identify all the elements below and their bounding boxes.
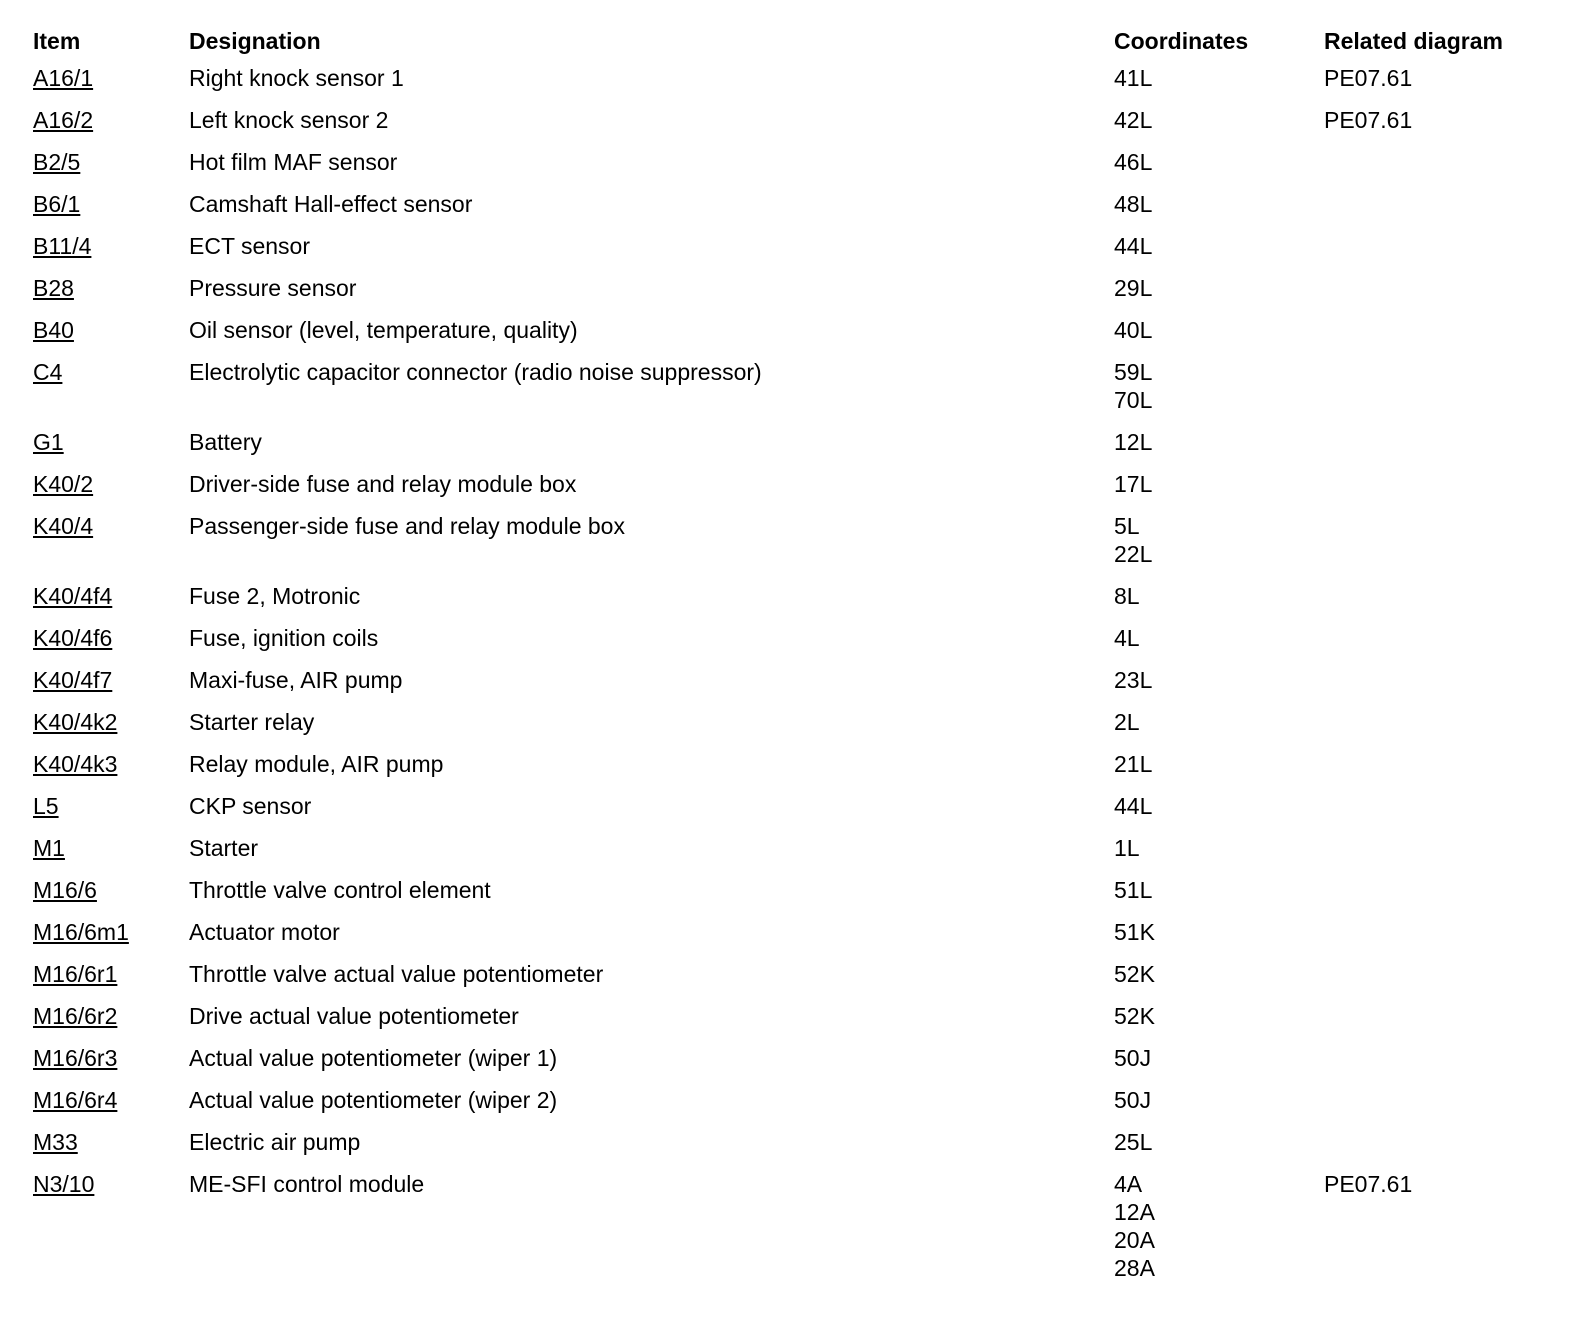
related-diagram-cell [1324, 226, 1563, 268]
table-row [33, 660, 1563, 702]
coordinate-value: 8L [1114, 583, 1140, 609]
legend-body [33, 58, 1563, 1290]
coordinate-value: 12L [1114, 429, 1153, 455]
item-column-header: Item [33, 28, 81, 54]
coordinates-cell [1114, 1122, 1324, 1164]
designation-cell: Electric air pump [189, 1129, 361, 1155]
table-row [33, 618, 1563, 660]
item-cell [33, 352, 189, 422]
coordinate-value: 46L [1114, 149, 1153, 175]
item-cell [33, 268, 189, 310]
item-cell [33, 310, 189, 352]
item-link[interactable]: L5 [33, 793, 59, 819]
coordinate-value: 23L [1114, 667, 1153, 693]
item-cell [33, 618, 189, 660]
coordinates-cell [1114, 996, 1324, 1038]
designation-cell: Driver-side fuse and relay module box [189, 471, 577, 497]
designation-cell: Throttle valve actual value potentiometer [189, 961, 604, 987]
item-link[interactable]: K40/4k2 [33, 709, 118, 735]
item-cell [33, 506, 189, 576]
item-cell [33, 58, 189, 100]
coordinates-column-header: Coordinates [1114, 28, 1249, 54]
related-diagram-cell [1324, 1080, 1563, 1122]
coordinate-value: 44L [1114, 793, 1153, 819]
designation-cell: Actual value potentiometer (wiper 2) [189, 1087, 558, 1113]
coordinates-cell [1114, 702, 1324, 744]
coordinate-value: 2L [1114, 709, 1140, 735]
coordinate-value: 51K [1114, 919, 1155, 945]
item-cell [33, 422, 189, 464]
coordinate-value: 50J [1114, 1087, 1152, 1113]
designation-cell: Fuse 2, Motronic [189, 583, 361, 609]
coordinate-value: 29L [1114, 275, 1153, 301]
designation-cell: Passenger-side fuse and relay module box [189, 513, 625, 539]
coordinates-cell [1114, 660, 1324, 702]
related-diagram-cell [1324, 310, 1563, 352]
designation-cell: Throttle valve control element [189, 877, 491, 903]
table-row [33, 870, 1563, 912]
table-row [33, 506, 1563, 576]
designation-cell: Starter relay [189, 709, 315, 735]
coordinates-cell [1114, 226, 1324, 268]
item-link[interactable]: B6/1 [33, 191, 81, 217]
item-cell [33, 100, 189, 142]
related-diagram-cell [1324, 576, 1563, 618]
header-row [33, 24, 1563, 58]
coordinate-value: 4L [1114, 625, 1140, 651]
coordinates-cell [1114, 184, 1324, 226]
related-diagram-cell [1324, 912, 1563, 954]
item-cell [33, 828, 189, 870]
item-link[interactable]: B28 [33, 275, 74, 301]
table-row [33, 226, 1563, 268]
designation-cell: ECT sensor [189, 233, 311, 259]
item-cell [33, 1164, 189, 1290]
related-diagram-cell [1324, 786, 1563, 828]
item-cell [33, 786, 189, 828]
table-row [33, 464, 1563, 506]
table-row [33, 100, 1563, 142]
table-row [33, 828, 1563, 870]
coordinates-cell [1114, 422, 1324, 464]
related-diagram-cell [1324, 996, 1563, 1038]
item-link[interactable]: M16/6r3 [33, 1045, 118, 1071]
item-link[interactable]: B11/4 [33, 233, 92, 259]
designation-cell: Maxi-fuse, AIR pump [189, 667, 403, 693]
item-cell [33, 744, 189, 786]
related-diagram-cell [1324, 660, 1563, 702]
related-diagram-cell [1324, 184, 1563, 226]
designation-cell: Pressure sensor [189, 275, 357, 301]
coordinates-cell [1114, 1164, 1324, 1290]
table-row [33, 954, 1563, 996]
item-cell [33, 464, 189, 506]
designation-cell: Fuse, ignition coils [189, 625, 379, 651]
item-link[interactable]: A16/2 [33, 107, 94, 133]
coordinates-cell [1114, 912, 1324, 954]
coordinate-value: 22L [1114, 541, 1153, 567]
table-row [33, 1122, 1563, 1164]
item-link[interactable]: M16/6r1 [33, 961, 118, 987]
coordinates-cell [1114, 828, 1324, 870]
designation-cell: Actual value potentiometer (wiper 1) [189, 1045, 558, 1071]
item-cell [33, 870, 189, 912]
table-row [33, 268, 1563, 310]
coordinate-value: 12A [1114, 1199, 1155, 1225]
coordinates-cell [1114, 464, 1324, 506]
coordinate-value: 52K [1114, 961, 1155, 987]
coordinate-value: 44L [1114, 233, 1153, 259]
coordinate-value: 40L [1114, 317, 1153, 343]
table-row [33, 1038, 1563, 1080]
designation-cell: Starter [189, 835, 259, 861]
coordinates-cell [1114, 100, 1324, 142]
coordinates-cell [1114, 1038, 1324, 1080]
coordinates-cell [1114, 744, 1324, 786]
item-cell [33, 142, 189, 184]
coordinate-value: 48L [1114, 191, 1153, 217]
coordinates-cell [1114, 870, 1324, 912]
table-row [33, 1164, 1563, 1290]
coordinate-value: 20A [1114, 1227, 1155, 1253]
related-diagram-cell [1324, 268, 1563, 310]
coordinates-cell [1114, 142, 1324, 184]
coordinates-cell [1114, 786, 1324, 828]
related-diagram-cell [1324, 464, 1563, 506]
table-row [33, 58, 1563, 100]
item-cell [33, 576, 189, 618]
item-cell [33, 954, 189, 996]
coordinate-value: 42L [1114, 107, 1153, 133]
item-link[interactable]: M1 [33, 835, 65, 861]
coordinate-value: 28A [1114, 1255, 1155, 1281]
designation-cell: Relay module, AIR pump [189, 751, 444, 777]
coordinate-value: 5L [1114, 513, 1140, 539]
item-cell [33, 184, 189, 226]
item-link[interactable]: M16/6 [33, 877, 97, 903]
item-link[interactable]: K40/4f4 [33, 583, 113, 609]
coordinate-value: 51L [1114, 877, 1153, 903]
table-row [33, 744, 1563, 786]
coordinate-value: 52K [1114, 1003, 1155, 1029]
item-link[interactable]: A16/1 [33, 65, 94, 91]
related-diagram-cell: PE07.61 [1324, 1171, 1413, 1197]
item-link[interactable]: K40/4k3 [33, 751, 118, 777]
related-diagram-cell [1324, 1122, 1563, 1164]
designation-cell: CKP sensor [189, 793, 312, 819]
coordinate-value: 21L [1114, 751, 1153, 777]
item-link[interactable]: M33 [33, 1129, 78, 1155]
item-link[interactable]: M16/6m1 [33, 919, 129, 945]
related-diagram-cell [1324, 142, 1563, 184]
coordinate-value: 25L [1114, 1129, 1153, 1155]
related-diagram-cell [1324, 352, 1563, 422]
related-diagram-cell [1324, 828, 1563, 870]
designation-column-header: Designation [189, 28, 321, 54]
item-link[interactable]: K40/2 [33, 471, 94, 497]
table-row [33, 786, 1563, 828]
table-row [33, 912, 1563, 954]
item-cell [33, 1038, 189, 1080]
table-row [33, 996, 1563, 1038]
table-row [33, 1080, 1563, 1122]
item-cell [33, 1122, 189, 1164]
related-diagram-cell [1324, 870, 1563, 912]
item-link[interactable]: G1 [33, 429, 64, 455]
table-row [33, 576, 1563, 618]
designation-cell: Battery [189, 429, 262, 455]
coordinate-value: 59L [1114, 359, 1153, 385]
related-diagram-cell [1324, 744, 1563, 786]
item-cell [33, 996, 189, 1038]
coordinates-cell [1114, 268, 1324, 310]
coordinates-cell [1114, 954, 1324, 996]
item-cell [33, 226, 189, 268]
coordinate-value: 50J [1114, 1045, 1152, 1071]
coordinate-value: 4A [1114, 1171, 1143, 1197]
designation-cell: Electrolytic capacitor connector (radio noise suppressor) [189, 359, 762, 385]
table-row [33, 422, 1563, 464]
related-diagram-cell [1324, 506, 1563, 576]
coordinate-value: 1L [1114, 835, 1140, 861]
table-row [33, 702, 1563, 744]
designation-cell: Drive actual value potentiometer [189, 1003, 519, 1029]
item-link[interactable]: B40 [33, 317, 74, 343]
coordinates-cell [1114, 576, 1324, 618]
item-link[interactable]: C4 [33, 359, 63, 385]
table-row [33, 184, 1563, 226]
item-link[interactable]: K40/4 [33, 513, 94, 539]
item-link[interactable]: M16/6r2 [33, 1003, 118, 1029]
designation-cell: Camshaft Hall-effect sensor [189, 191, 473, 217]
related-diagram-cell: PE07.61 [1324, 107, 1413, 133]
related-diagram-cell [1324, 702, 1563, 744]
item-link[interactable]: N3/10 [33, 1171, 95, 1197]
item-cell [33, 912, 189, 954]
coordinates-cell [1114, 352, 1324, 422]
designation-cell: ME-SFI control module [189, 1171, 425, 1197]
coordinates-cell [1114, 1080, 1324, 1122]
designation-cell: Actuator motor [189, 919, 340, 945]
designation-cell: Left knock sensor 2 [189, 107, 389, 133]
table-row [33, 352, 1563, 422]
item-cell [33, 1080, 189, 1122]
coordinates-cell [1114, 618, 1324, 660]
designation-cell: Oil sensor (level, temperature, quality) [189, 317, 578, 343]
coordinates-cell [1114, 58, 1324, 100]
table-row [33, 142, 1563, 184]
coordinates-cell [1114, 506, 1324, 576]
coordinate-value: 41L [1114, 65, 1153, 91]
related-diagram-cell [1324, 422, 1563, 464]
coordinate-value: 70L [1114, 387, 1153, 413]
item-link[interactable]: M16/6r4 [33, 1087, 118, 1113]
related-diagram-cell [1324, 954, 1563, 996]
related-diagram-cell [1324, 1038, 1563, 1080]
coordinate-value: 17L [1114, 471, 1153, 497]
related-diagram-cell: PE07.61 [1324, 65, 1413, 91]
related-diagram-cell [1324, 618, 1563, 660]
designation-cell: Right knock sensor 1 [189, 65, 404, 91]
component-legend-table [33, 24, 1563, 1290]
item-link[interactable]: K40/4f7 [33, 667, 113, 693]
item-link[interactable]: K40/4f6 [33, 625, 113, 651]
item-cell [33, 660, 189, 702]
item-link[interactable]: B2/5 [33, 149, 81, 175]
table-row [33, 310, 1563, 352]
item-cell [33, 702, 189, 744]
designation-cell: Hot film MAF sensor [189, 149, 398, 175]
related-diagram-column-header: Related diagram [1324, 28, 1503, 54]
coordinates-cell [1114, 310, 1324, 352]
